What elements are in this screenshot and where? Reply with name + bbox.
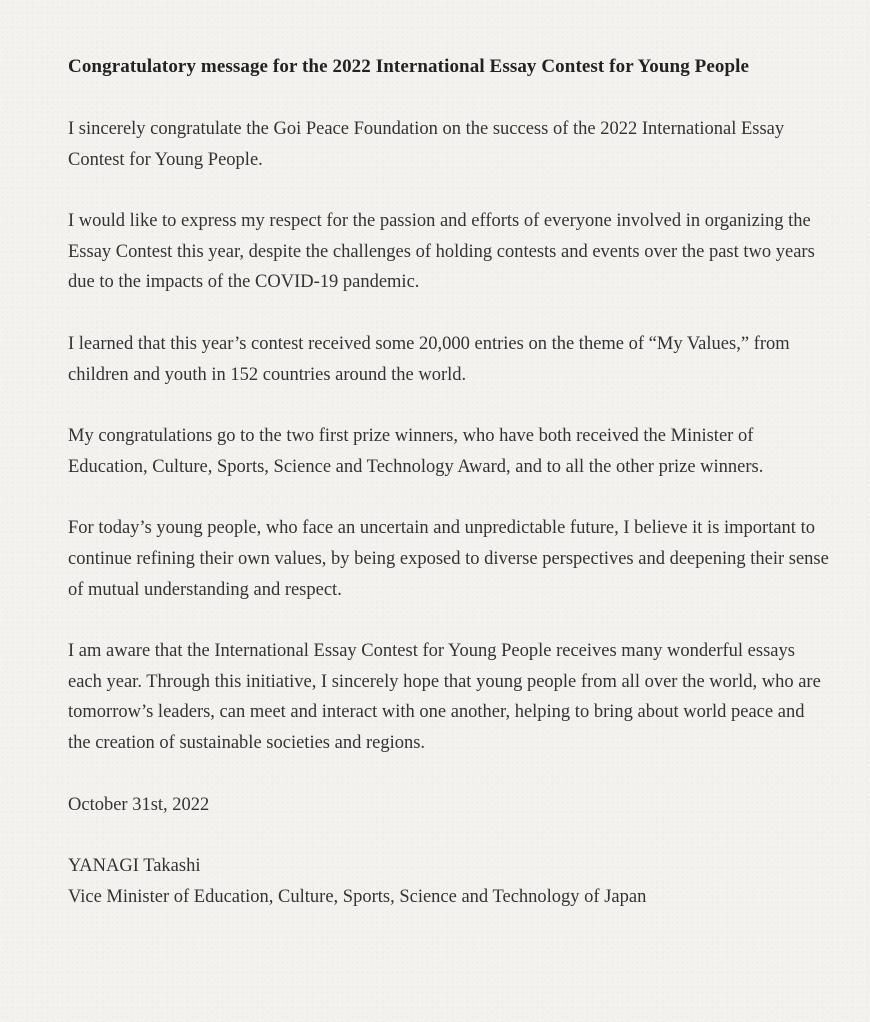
- paragraph-congratulations: I sincerely congratulate the Goi Peace Foundation on the success of the 2022 International Essay Contest for Young People.: [68, 119, 785, 170]
- paragraph-respect: I would like to express my respect for the passion and efforts of everyone involved in organizing the Essay Contest this year, despite the challenges of holding contests and events over the past two years due to the impacts of the COVID-19 pandemic.: [68, 211, 815, 293]
- paragraph-prize-winners: My congratulations go to the two first prize winners, who have both received the Minister of Education, Culture, Sports, Science and Technology Award, and to all the other prize winners.: [68, 426, 764, 477]
- signature-block: [68, 851, 830, 913]
- letter-date: October 31st, 2022: [68, 794, 210, 815]
- paragraph-young-people: For today’s young people, who face an uncertain and unpredictable future, I believe it is important to continue refining their own values, by being exposed to diverse perspectives and deepening their sense of mutual understanding and respect.: [68, 518, 829, 600]
- signatory-position: Vice Minister of Education, Culture, Sports, Science and Technology of Japan: [68, 887, 647, 908]
- message-title: Congratulatory message for the 2022 International Essay Contest for Young People: [68, 56, 750, 77]
- paragraph-entries: I learned that this year’s contest received some 20,000 entries on the theme of “My Values,” from children and youth in 152 countries around the world.: [68, 333, 790, 385]
- paragraph-initiative: I am aware that the International Essay Contest for Young People receives many wonderful essays each year. Through this initiative, I sincerely hope that young people from all over the world, who are tomorrow’s leaders, can meet and interact with one another, helping to bring about world peace and the creation of sustainable societies and regions.: [68, 641, 821, 753]
- signatory-name: YANAGI Takashi: [68, 856, 201, 877]
